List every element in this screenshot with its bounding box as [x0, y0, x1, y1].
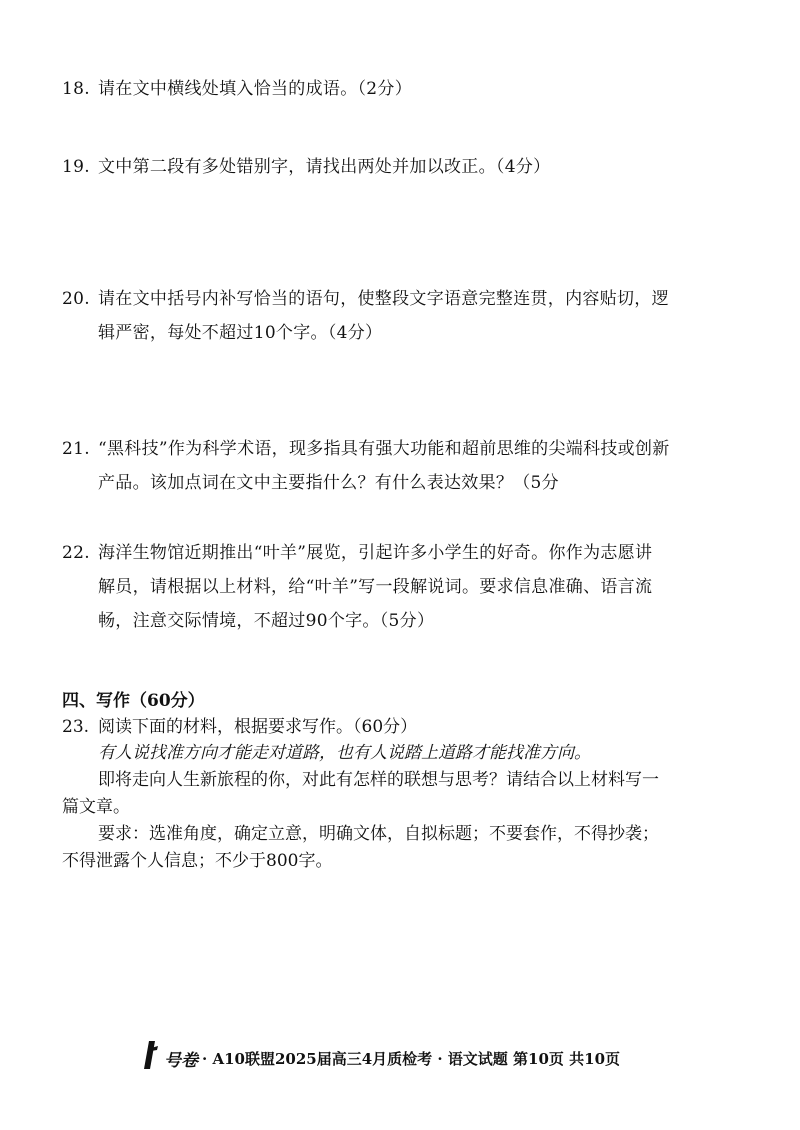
section-title-writing: 四、写作（60分） [62, 691, 205, 711]
footer-logo-text: 号卷 [164, 1050, 198, 1071]
question-number: 19. [62, 157, 90, 177]
question-number: 18. [62, 79, 90, 99]
requirement-line2: 不得泄露个人信息；不少于800字。 [62, 851, 333, 871]
question-text-line1: “黑科技”作为科学术语，现多指具有强大功能和超前思维的尖端科技或创新 [98, 439, 670, 459]
question-22 [62, 536, 752, 638]
question-number: 22. [62, 543, 90, 563]
question-number: 21. [62, 439, 90, 459]
question-18 [62, 72, 752, 106]
question-text: 文中第二段有多处错别字，请找出两处并加以改正。（4分） [98, 157, 551, 177]
question-number: 23. [62, 717, 90, 737]
question-text-line1: 请在文中括号内补写恰当的语句，使整段文字语意完整连贯，内容贴切，逻 [98, 289, 669, 309]
question-19 [62, 150, 752, 184]
question-prompt: 阅读下面的材料，根据要求写作。（60分） [98, 717, 418, 737]
task-line1: 即将走向人生新旅程的你，对此有怎样的联想与思考？请结合以上材料写一 [98, 770, 659, 790]
logo-mark-icon [140, 1040, 160, 1070]
question-20 [62, 282, 752, 350]
question-text-line3: 畅，注意交际情境，不超过90个字。（5分） [98, 611, 435, 631]
requirement-line1: 要求：选准角度，确定立意，明确文体，自拟标题；不要套作，不得抄袭； [98, 824, 659, 844]
brand-logo-icon [140, 1040, 160, 1076]
material-text: 有人说找准方向才能走对道路，也有人说踏上道路才能找准方向。 [98, 743, 591, 763]
footer-text: · A10联盟2025届高三4月质检考 · 语文试题 第10页 共10页 [202, 1049, 621, 1068]
question-number: 20. [62, 289, 90, 309]
question-text-line2: 辑严密，每处不超过10个字。（4分） [98, 323, 383, 343]
question-text-line2: 解员，请根据以上材料，给“叶羊”写一段解说词。要求信息准确、语言流 [98, 577, 653, 597]
question-text: 请在文中横线处填入恰当的成语。（2分） [98, 79, 413, 99]
task-line2: 篇文章。 [62, 797, 130, 817]
question-text-line1: 海洋生物馆近期推出“叶羊”展览，引起许多小学生的好奇。你作为志愿讲 [98, 543, 653, 563]
question-23 [62, 714, 757, 740]
question-21 [62, 432, 752, 500]
page-footer [140, 1040, 700, 1076]
question-text-line2: 产品。该加点词在文中主要指什么？有什么表达效果？（5分 [98, 473, 559, 493]
